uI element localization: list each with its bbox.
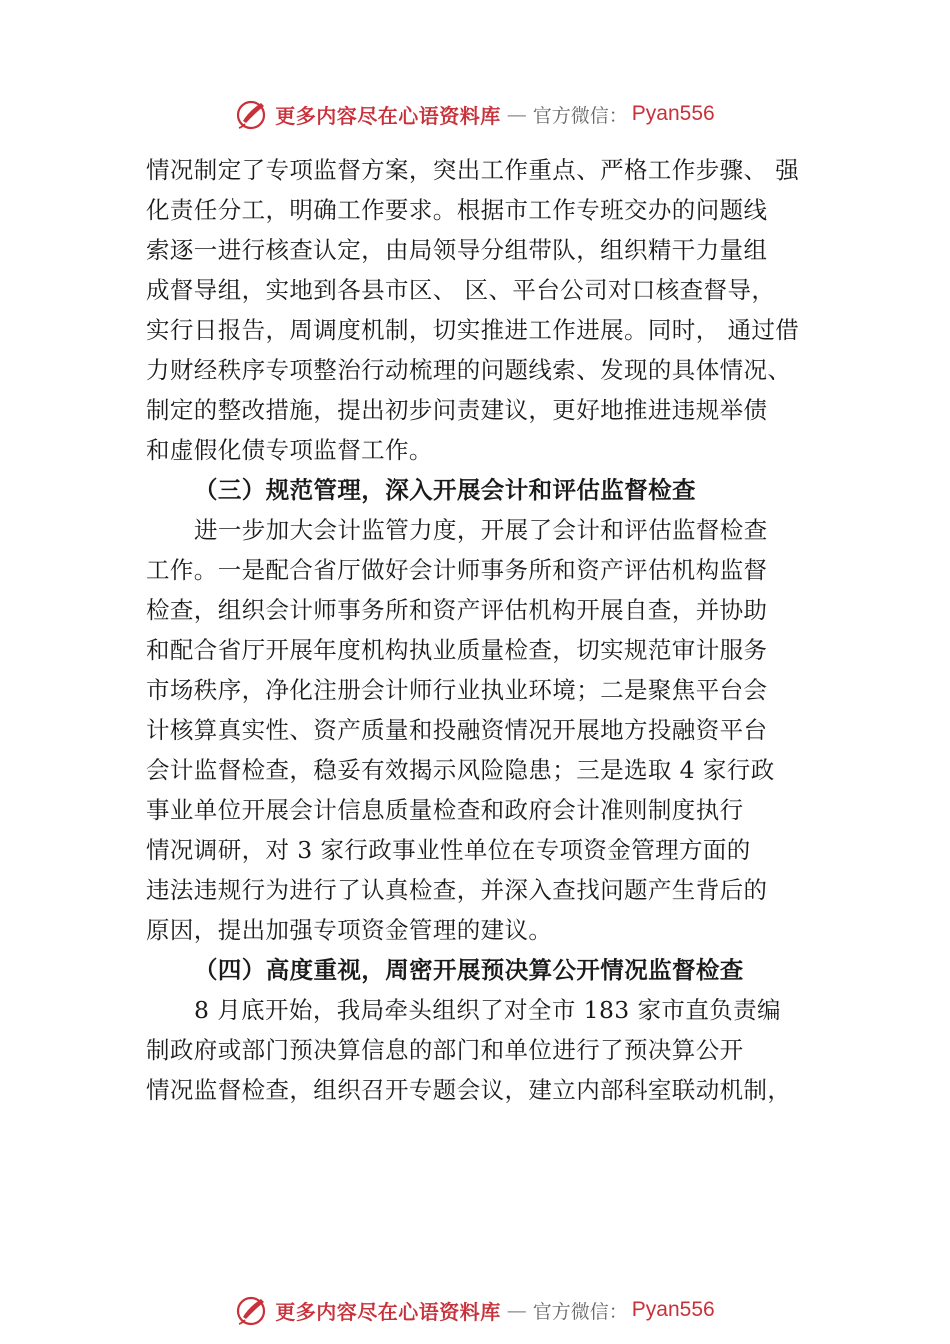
footer-banner	[0, 1290, 950, 1330]
text-line: 化责任分工，明确工作要求。根据市工作专班交办的问题线	[146, 196, 768, 224]
text-line: 索逐一进行核查认定，由局领导分组带队，组织精干力量组	[146, 236, 768, 264]
text-line: 检查，组织会计师事务所和资产评估机构开展自查，并协助	[146, 596, 768, 624]
text-line: 计核算真实性、资产质量和投融资情况开展地方投融资平台	[146, 716, 768, 744]
banner-title: 更多内容尽在心语资料库	[275, 103, 501, 128]
text-line: 和配合省厅开展年度机构执业质量检查，切实规范审计服务	[146, 636, 768, 664]
banner-wechat-handle: Pyan556	[631, 102, 715, 125]
banner-wechat-handle: Pyan556	[631, 1298, 715, 1321]
text-line: 情况调研，对 3 家行政事业性单位在专项资金管理方面的	[146, 836, 751, 864]
text-line: 原因，提出加强专项资金管理的建议。	[146, 916, 553, 944]
banner-wechat-label: 官方微信：	[532, 1300, 628, 1323]
text-line: 情况监督检查，组织召开专题会议，建立内部科室联动机制，	[146, 1076, 792, 1104]
brush-pen-logo-icon	[235, 1293, 269, 1327]
text-line: 力财经秩序专项整治行动梳理的问题线索、发现的具体情况、	[146, 356, 792, 384]
banner-dash: —	[506, 1298, 527, 1322]
section-heading-3: （三）规范管理，深入开展会计和评估监督检查	[194, 476, 696, 504]
text-line: 事业单位开展会计信息质量检查和政府会计准则制度执行	[146, 796, 744, 824]
banner-wechat-label: 官方微信：	[532, 104, 628, 127]
text-line: 违法违规行为进行了认真检查，并深入查找问题产生背后的	[146, 876, 768, 904]
text-line: 会计监督检查，稳妥有效揭示风险隐患；三是选取 4 家行政	[146, 756, 775, 784]
text-line: 制政府或部门预决算信息的部门和单位进行了预决算公开	[146, 1036, 744, 1064]
paragraph-start: 8 月底开始，我局牵头组织了对全市 183 家市直负责编	[194, 996, 781, 1024]
text-line: 成督导组，实地到各县市区、 区、平台公司对口核查督导，	[146, 276, 776, 304]
document-body	[146, 150, 826, 1110]
brush-pen-logo-icon	[235, 97, 269, 131]
paragraph-start: 进一步加大会计监管力度，开展了会计和评估监督检查	[194, 516, 768, 544]
text-line: 工作。一是配合省厅做好会计师事务所和资产评估机构监督	[146, 556, 768, 584]
banner-title: 更多内容尽在心语资料库	[275, 1299, 501, 1324]
section-heading-4: （四）高度重视，周密开展预决算公开情况监督检查	[194, 956, 744, 984]
text-line: 实行日报告，周调度机制，切实推进工作进展。同时， 通过借	[146, 316, 800, 344]
text-line: 情况制定了专项监督方案，突出工作重点、严格工作步骤、 强	[146, 156, 800, 184]
text-line: 和虚假化债专项监督工作。	[146, 436, 433, 464]
banner-dash: —	[506, 102, 527, 126]
header-banner	[0, 94, 950, 134]
text-line: 市场秩序，净化注册会计师行业执业环境；二是聚焦平台会	[146, 676, 768, 704]
text-line: 制定的整改措施，提出初步问责建议，更好地推进违规举债	[146, 396, 768, 424]
